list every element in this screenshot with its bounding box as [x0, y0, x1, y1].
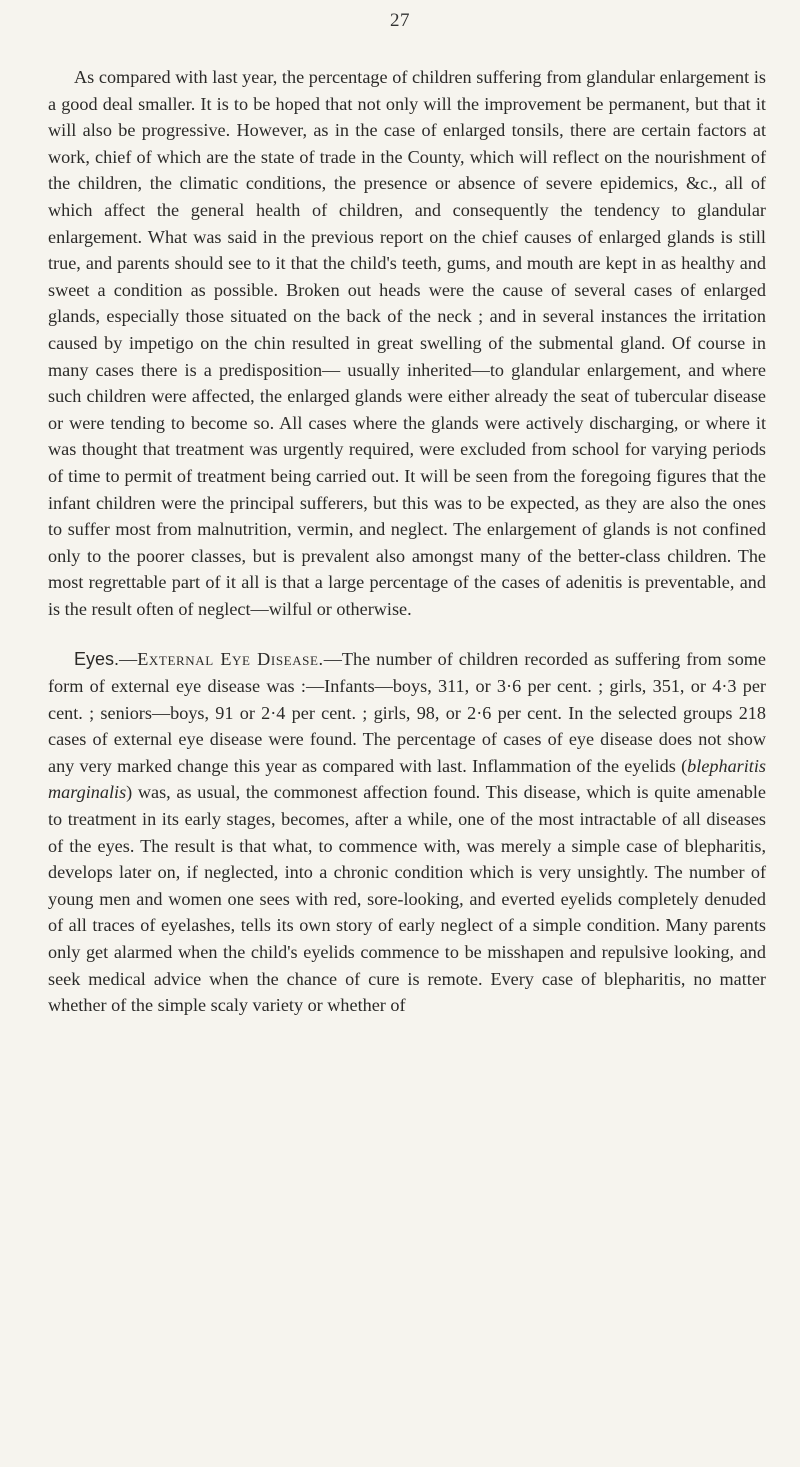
page-number: 27	[390, 10, 410, 31]
subheading-external-eye-disease: External Eye Disease.	[137, 649, 324, 670]
heading-dash: —	[119, 649, 138, 670]
paragraph-glandular-enlargement: As compared with last year, the percentage of children suffering from glandular enlargement is a good deal smaller. It is to be hoped that not only will the improvement be permanent, but that it will also be progressive. However, as in the case of enlarged tonsils, there are certain factors at work, chief of which are the state of trade in the County, which will reflect on the nourishment of the children, the climatic conditions, the presence or absence of severe epidemics, &c., all of which affect the general health of children, and consequently the tendency to glandular enlargement. What was said in the previous report on the chief causes of enlarged glands is still true, and parents should see to it that the child's teeth, gums, and mouth are kept in as healthy and sweet a condition as possible. Broken out heads were the cause of several cases of enlarged glands, especially those situated on the back of the neck ; and in several instances the irritation caused by impetigo on the chin resulted in great swelling of the submental gland. Of course in many cases there is a predisposition— usually inherited—to glandular enlargement, and where such children were affected, the enlarged glands were either already the seat of tubercular disease or were tending to become so. All cases where the glands were actively discharging, or where it was thought that treatment was urgently required, were excluded from school for varying periods of time to permit of treatment being carried out. It will be seen from the foregoing figures that the infant children were the principal sufferers, but this was to be expected, as they are also the ones to suffer most from malnutrition, vermin, and neglect. The enlargement of glands is not confined only to the poorer classes, but is prevalent also amongst many of the better-class children. The most regrettable part of it all is that a large percentage of the cases of adenitis is preventable, and is the result often of neglect—wilful or otherwise.	[48, 67, 766, 619]
italic-term-blepharitis: blepharitis marginalis	[48, 755, 766, 803]
paragraph-eyes	[48, 646, 766, 1018]
eyes-text-part-2: ) was, as usual, the commonest affection found. This disease, which is quite amenable to treatment in its early stages, becomes, after a while, one of the most intractable of all diseases of the eyes. The result is that what, to commence with, was merely a simple case of blepharitis, develops later on, if neglected, into a chronic condition which is very unsightly. The number of young men and women one sees with red, sore-looking, and everted eyelids completely denuded of all traces of eyelashes, tells its own story of early neglect of a simple condition. Many parents only get alarmed when the child's eyelids commence to be misshapen and repulsive looking, and seek medical advice when the chance of cure is remote. Every case of blepharitis, no matter whether of the simple scaly variety or whether of	[48, 782, 766, 1016]
section-heading-eyes: Eyes.	[74, 649, 120, 670]
eyes-text-part-1: —The number of children recorded as suffering from some form of external eye disease was :—Infants—boys, 311, or 3·6 per cent. ; girls, 351, or 4·3 per cent. ; seniors—boys, 91 or 2·4 per cent. ; girls, 98, or 2·6 per cent. In the selected groups 218 cases of external eye disease were found. The percentage of cases of eye disease does not show any very marked change this year as compared with last. Inflammation of the eyelids (	[48, 649, 767, 776]
body-text	[48, 64, 766, 1019]
